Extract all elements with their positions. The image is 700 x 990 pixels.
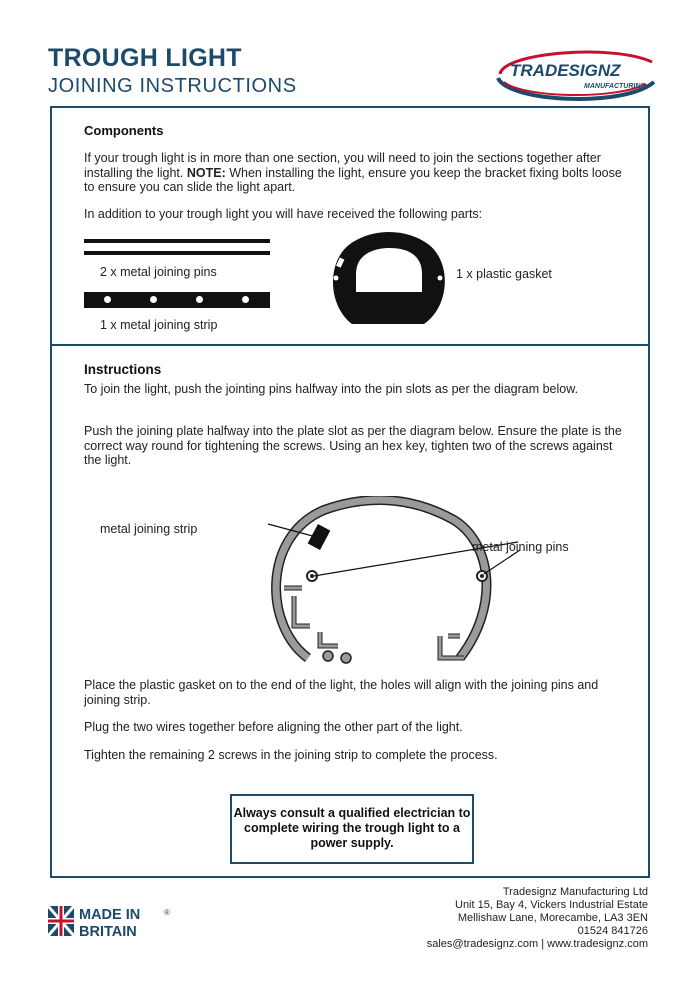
diagram-label-strip: metal joining strip	[100, 522, 198, 536]
instructions-panel	[50, 344, 650, 878]
components-intro: If your trough light is in more than one section, you will need to join the sections together after installing the light. NOTE: When installing the light, ensure you keep the bracket fixing bolts loose to ensure you can slide the light apart.	[84, 151, 622, 194]
address-line: Mellishaw Lane, Morecambe, LA3 3EN	[457, 912, 648, 924]
instruction-step-1: To join the light, push the jointing pins halfway into the pin slots as per the diagram below.	[84, 382, 579, 396]
address-line: Unit 15, Bay 4, Vickers Industrial Estate	[455, 899, 648, 911]
instructions-heading: Instructions	[84, 362, 162, 377]
phone-number: 01524 841726	[577, 925, 648, 937]
page-subtitle: JOINING INSTRUCTIONS	[48, 75, 297, 97]
address-line: Tradesignz Manufacturing Ltd	[502, 886, 648, 898]
components-heading: Components	[84, 123, 164, 138]
logo-tagline: MANUFACTURING	[584, 83, 646, 90]
strip-label: 1 x metal joining strip	[100, 318, 218, 332]
instruction-step-4: Plug the two wires together before aligning the other part of the light.	[84, 720, 463, 734]
safety-notice: Always consult a qualified electrician to complete wiring the trough light to a power supply.	[230, 794, 474, 864]
plastic-gasket-illustration	[328, 232, 448, 328]
instruction-step-2: Push the joining plate halfway into the plate slot as per the diagram below. Ensure the plate is the correct way round for tightening the screws. Using an hex key, tighten two of the screws against the light.	[84, 424, 622, 467]
tradesignz-logo	[494, 44, 658, 106]
joining-pin	[84, 239, 270, 243]
joining-strip	[84, 292, 270, 308]
note-label: NOTE:	[186, 165, 226, 180]
badge-registered: ®	[164, 908, 170, 917]
instruction-step-3: Place the plastic gasket on to the end of the light, the holes will align with the joining pins and joining strip.	[84, 678, 599, 707]
parts-intro: In addition to your trough light you will have received the following parts:	[84, 207, 483, 221]
company-address	[427, 886, 648, 951]
badge-line-1: MADE IN	[79, 907, 141, 923]
page-title: TROUGH LIGHT	[48, 44, 242, 72]
made-in-britain-badge	[48, 904, 178, 940]
badge-line-2: BRITAIN	[79, 924, 137, 940]
contact-links[interactable]: sales@tradesignz.com | www.tradesignz.com	[426, 938, 648, 950]
diagram-label-pins: metal joining pins	[472, 540, 569, 554]
joining-pin	[84, 251, 270, 255]
pins-label: 2 x metal joining pins	[100, 265, 217, 279]
logo-brand: TRADESIGNZ	[510, 61, 621, 80]
gasket-label: 1 x plastic gasket	[456, 267, 552, 281]
components-panel	[50, 106, 650, 346]
instruction-step-5: Tighten the remaining 2 screws in the joining strip to complete the process.	[84, 748, 498, 762]
